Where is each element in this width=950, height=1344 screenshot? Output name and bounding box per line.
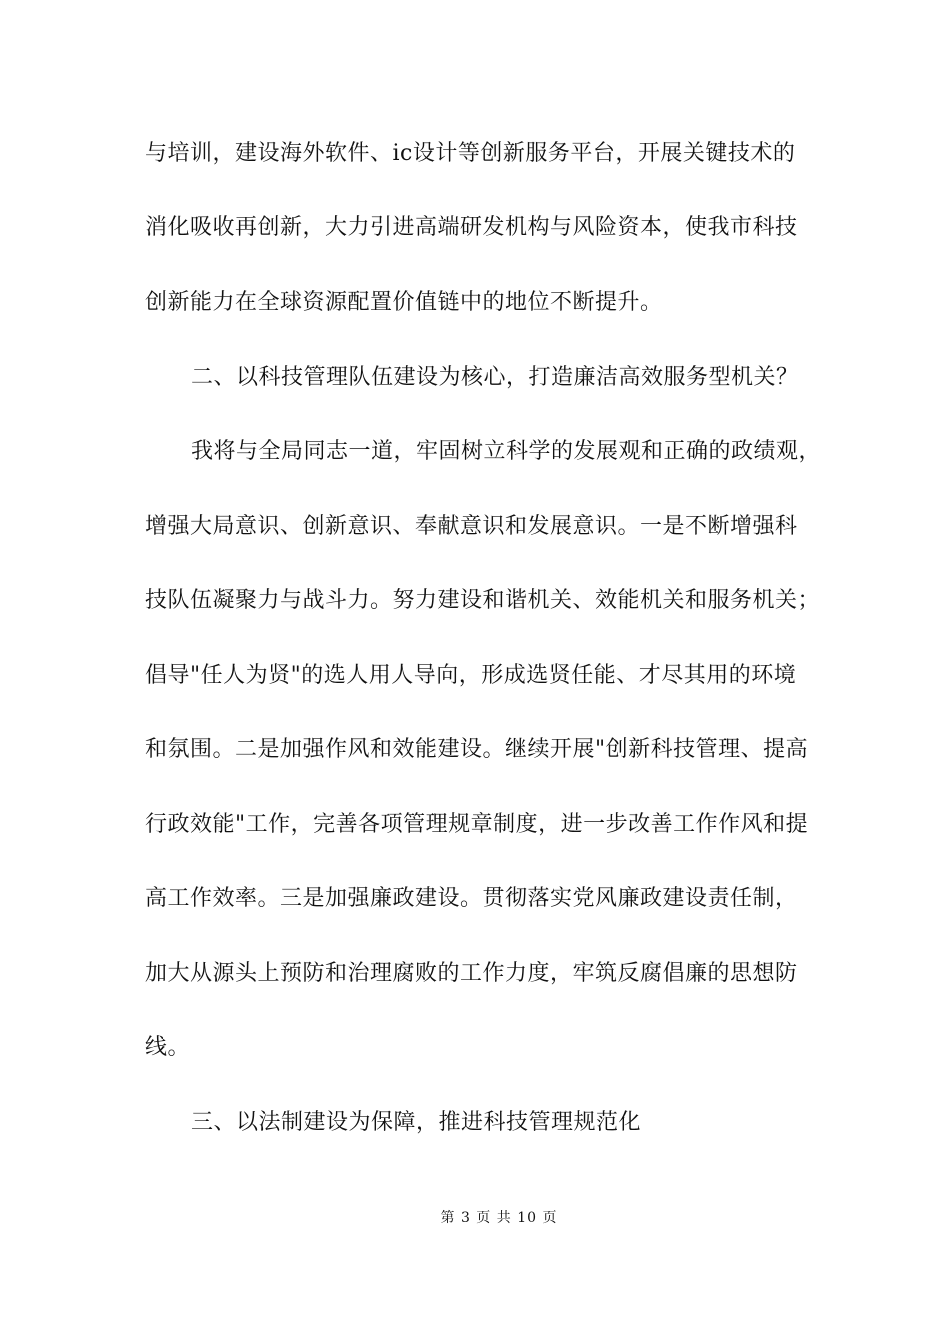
- body-line: 加大从源头上预防和治理腐败的工作力度，牢筑反腐倡廉的思想防: [145, 961, 798, 986]
- body-line: 技队伍凝聚力与战斗力。努力建设和谐机关、效能机关和服务机关；: [145, 588, 821, 613]
- section-heading: 三、以法制建设为保障，推进科技管理规范化: [191, 1110, 642, 1135]
- body-line: 倡导"任人为贤"的选人用人导向，形成选贤任能、才尽其用的环境: [145, 663, 797, 688]
- body-line: 行政效能"工作，完善各项管理规章制度，进一步改善工作作风和提: [145, 812, 809, 837]
- section-heading: 二、以科技管理队伍建设为核心，打造廉洁高效服务型机关？: [191, 365, 799, 390]
- body-line: 和氛围。二是加强作风和效能建设。继续开展"创新科技管理、提高: [145, 737, 809, 762]
- body-line: 线。: [145, 1035, 191, 1060]
- body-line: 消化吸收再创新，大力引进高端研发机构与风险资本，使我市科技: [145, 215, 798, 240]
- page-number-footer: 第 3 页 共 10 页: [440, 1210, 558, 1226]
- body-line: 创新能力在全球资源配置价值链中的地位不断提升。: [145, 290, 663, 315]
- body-line: 高工作效率。三是加强廉政建设。贯彻落实党风廉政建设责任制，: [145, 886, 798, 911]
- body-line: 增强大局意识、创新意识、奉献意识和发展意识。一是不断增强科: [145, 514, 798, 539]
- body-line: 我将与全局同志一道，牢固树立科学的发展观和正确的政绩观，: [191, 439, 822, 464]
- body-line: 与培训，建设海外软件、ic设计等创新服务平台，开展关键技术的: [145, 141, 796, 166]
